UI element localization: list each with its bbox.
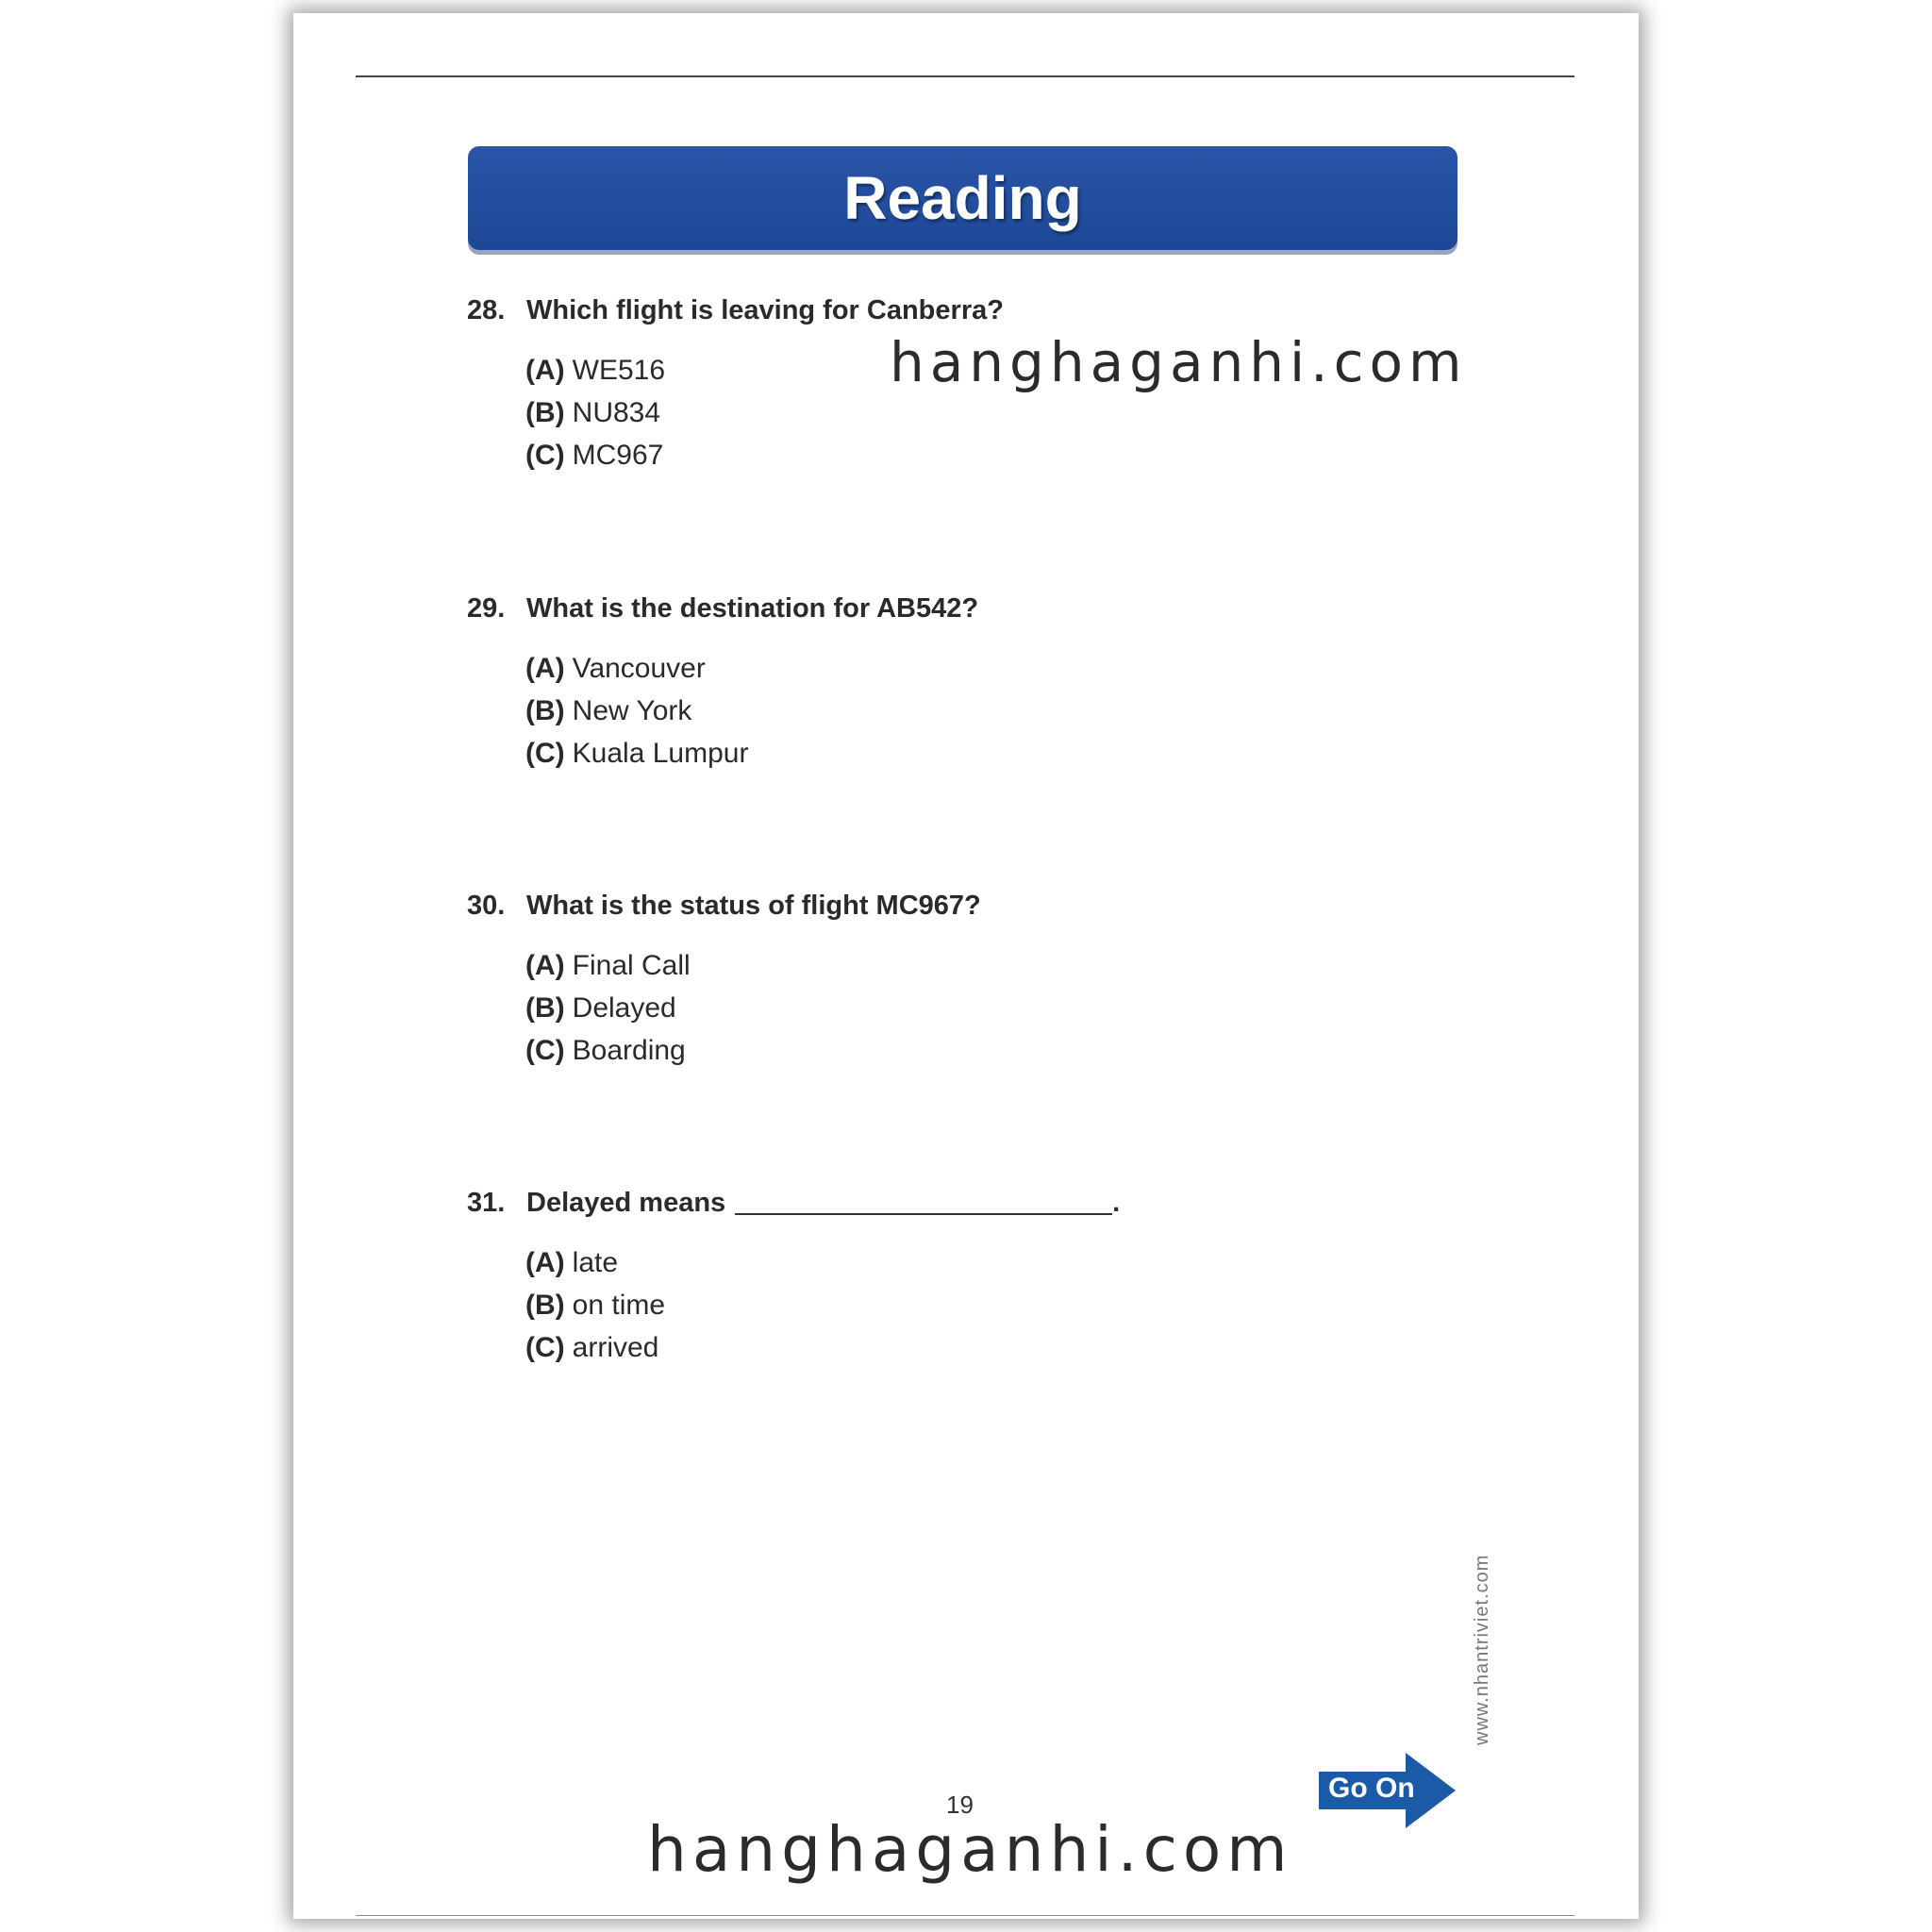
question-number: 28. — [467, 295, 506, 325]
question-number: 31. — [467, 1188, 506, 1218]
option: (A) Vancouver — [525, 653, 706, 684]
question-number: 29. — [467, 593, 506, 624]
watermark-bottom: hanghaganhi.com — [647, 1813, 1293, 1886]
option: (C) Kuala Lumpur — [525, 738, 749, 769]
watermark-top: hanghaganhi.com — [890, 330, 1468, 394]
question-text: Delayed means . — [526, 1188, 1121, 1218]
option: (B) Delayed — [525, 992, 676, 1024]
option: (C) Boarding — [525, 1035, 686, 1066]
top-rule — [356, 75, 1574, 77]
go-on-label: Go On — [1328, 1773, 1415, 1804]
option: (B) on time — [525, 1290, 666, 1321]
go-on-arrow — [1319, 1753, 1460, 1835]
option: (C) arrived — [525, 1332, 659, 1363]
side-url: www.nhantriviet.com — [1472, 1554, 1492, 1745]
option: (B) New York — [525, 695, 692, 726]
option: (A) late — [525, 1247, 619, 1278]
question-text: What is the destination for AB542? — [526, 593, 979, 624]
answer-blank — [735, 1213, 1112, 1215]
question-text: What is the status of flight MC967? — [526, 891, 981, 921]
section-title: Reading — [843, 164, 1082, 232]
option: (B) NU834 — [525, 397, 661, 428]
page-number: 19 — [946, 1790, 974, 1819]
option: (A) Final Call — [525, 950, 691, 981]
bottom-rule — [356, 1915, 1574, 1916]
question-text: Which flight is leaving for Canberra? — [526, 295, 1004, 325]
option: (C) MC967 — [525, 440, 664, 471]
option: (A) WE516 — [525, 355, 666, 386]
section-banner — [468, 146, 1457, 250]
question-number: 30. — [467, 891, 506, 921]
